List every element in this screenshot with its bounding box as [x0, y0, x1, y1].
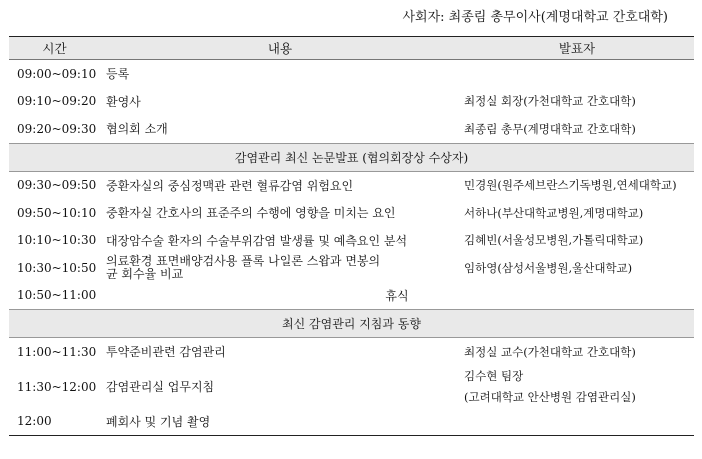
row-content: 환영사 [106, 94, 141, 109]
row-time: 10:30~10:50 [17, 260, 97, 275]
table-row [9, 115, 694, 143]
table-row [9, 366, 694, 408]
table-row [9, 227, 694, 255]
row-content-line1: 의료환경 표면배양검사용 플록 나일론 스왑과 면봉의 [106, 253, 381, 268]
table-row-break [9, 282, 694, 310]
row-time: 12:00 [9, 408, 100, 436]
row-content: 폐회사 및 기념 촬영 [100, 408, 460, 436]
table-row [9, 88, 694, 116]
row-content: 감염관리실 업무지침 [106, 380, 215, 394]
row-time: 09:00~09:10 [17, 66, 97, 81]
moderator-text: 사회자: 최종림 총무이사(계명대학교 간호대학) [402, 10, 668, 25]
row-time: 11:00~11:30 [17, 344, 97, 359]
row-time: 10:50~11:00 [9, 282, 100, 310]
row-presenter [460, 408, 694, 436]
schedule-table [9, 36, 694, 436]
table-header-row [9, 37, 694, 60]
row-time: 11:30~12:00 [17, 379, 97, 394]
row-presenter: 최종림 총무(계명대학교 간호대학) [464, 121, 636, 136]
row-presenter: 임하영(삼성서울병원,울산대학교) [464, 260, 633, 275]
section-header-row [9, 143, 694, 171]
section-title-guidelines: 최신 감염관리 지침과 동향 [9, 310, 694, 338]
row-content [100, 254, 460, 282]
row-presenter [460, 60, 694, 88]
row-presenter: 민경원(원주세브란스기독병원,연세대학교) [464, 178, 677, 193]
row-time: 09:30~09:50 [17, 178, 97, 193]
section-header-row [9, 310, 694, 338]
row-presenter: 서하나(부산대학교병원,계명대학교) [464, 205, 644, 220]
table-row [9, 171, 694, 199]
row-content-line2: 균 회수율 비교 [106, 266, 184, 281]
row-content: 중환자실 간호사의 표준주의 수행에 영향을 미치는 요인 [106, 206, 396, 221]
header-presenter: 발표자 [460, 37, 694, 60]
break-label: 휴식 [100, 282, 694, 310]
table-row [9, 60, 694, 88]
table-row [9, 199, 694, 227]
row-content: 대장암수술 환자의 수술부위감염 발생률 및 예측요인 분석 [106, 233, 408, 248]
header-content: 내용 [100, 37, 460, 60]
row-presenter: 김혜빈(서울성모병원,가톨릭대학교) [464, 233, 644, 248]
row-presenter: 최정실 회장(가천대학교 간호대학) [464, 94, 636, 109]
row-presenter: 최정실 교수(가천대학교 간호대학) [464, 344, 636, 359]
row-time: 09:20~09:30 [17, 121, 97, 136]
table-row [9, 408, 694, 436]
row-content: 투약준비관련 감염관리 [106, 345, 226, 360]
row-presenter [460, 366, 694, 408]
row-content: 협의회 소개 [106, 122, 168, 137]
row-time: 09:50~10:10 [17, 205, 97, 220]
row-presenter-line2: (고려대학교 안산병원 감염관리실) [464, 389, 636, 404]
row-time: 09:10~09:20 [17, 94, 97, 109]
row-content: 중환자실의 중심정맥관 관련 혈류감염 위험요인 [106, 178, 354, 193]
section-title-papers: 감염관리 최신 논문발표 (협의회장상 수상자) [9, 143, 694, 171]
row-time: 10:10~10:30 [17, 233, 97, 248]
table-row [9, 338, 694, 366]
table-row [9, 254, 694, 282]
row-content: 등록 [106, 67, 130, 82]
row-presenter-line1: 김수현 팀장 [464, 368, 524, 383]
header-time: 시간 [9, 37, 100, 60]
